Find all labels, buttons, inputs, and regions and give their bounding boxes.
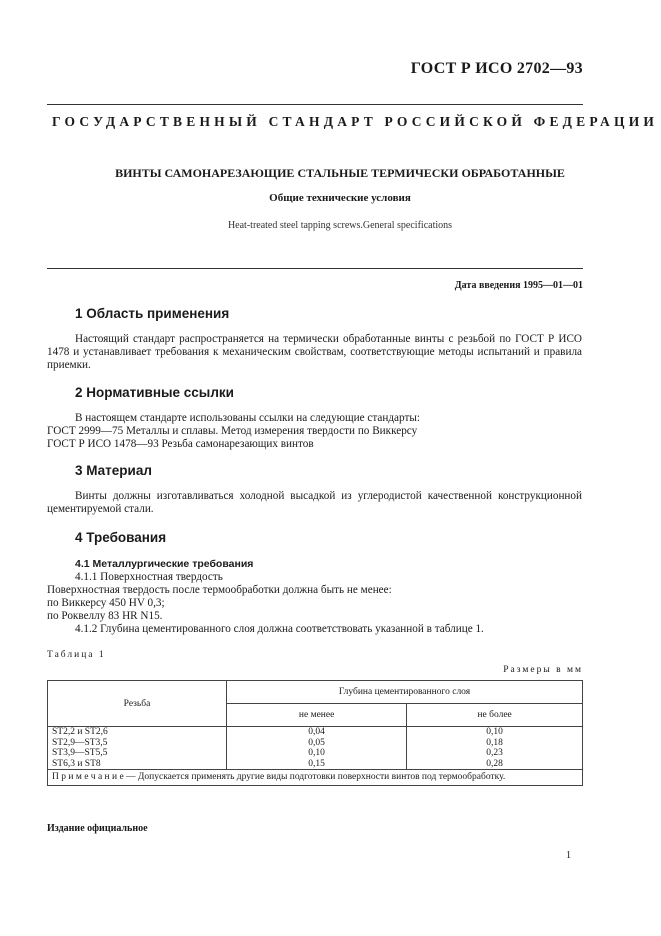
min-value: 0,10 [308, 748, 325, 758]
section-1-heading: 1 Область применения [75, 306, 230, 321]
thread-value: ST3,9—ST5,5 [52, 748, 108, 758]
max-value: 0,10 [486, 727, 503, 737]
section-2-line: В настоящем стандарте использованы ссылки на следующие стандарты: [75, 412, 420, 424]
state-standard-title: ГОСУДАРСТВЕННЫЙ СТАНДАРТ РОССИЙСКОЙ ФЕДЕРАЦИИ [52, 114, 659, 129]
section-3-heading-wrap [75, 463, 152, 478]
section-3-heading: 3 Материал [75, 463, 152, 478]
english-title: Heat-treated steel tapping screws.General specifications [227, 220, 453, 231]
section-1-heading-wrap [75, 306, 229, 321]
section-4-heading-wrap [75, 530, 166, 545]
min-cell [227, 727, 407, 770]
section-2-heading: 2 Нормативные ссылки [75, 385, 234, 400]
thread-value: ST2,9—ST3,5 [52, 737, 108, 748]
section-4-line: 4.1.2 Глубина цементированного слоя должна соответствовать указанной в таблице 1. [75, 623, 484, 635]
page-number: 1 [566, 850, 571, 861]
min-value: 0,04 [308, 727, 325, 737]
header-depth: Глубина цементированного слоя [227, 681, 583, 704]
section-4-line: по Роквеллу 83 HR N15. [47, 610, 163, 622]
carburized-layer-table [47, 680, 583, 786]
header-thread: Резьба [48, 681, 227, 727]
page-title: ВИНТЫ САМОНАРЕЗАЮЩИЕ СТАЛЬНЫЕ ТЕРМИЧЕСКИ ОБРАБОТАННЫЕ [115, 166, 565, 180]
table-label: Таблица 1 [47, 650, 106, 660]
page-subtitle: Общие технические условия [269, 192, 411, 204]
edition-label: Издание официальное [47, 823, 148, 834]
thread-value: ST2,2 и ST2,6 [52, 727, 108, 737]
max-value: 0,23 [486, 748, 503, 758]
subsection-4-1-heading: 4.1 Металлургические требования [75, 558, 254, 570]
max-value: 0,28 [486, 758, 503, 769]
min-value: 0,15 [308, 758, 325, 769]
section-4-line: по Виккерсу 450 HV 0,3; [47, 597, 165, 609]
section-2-line: ГОСТ Р ИСО 1478—93 Резьба самонарезающих винтов [47, 438, 314, 450]
table-row [48, 727, 583, 770]
section-3-text: Винты должны изготавливаться холодной высадкой из углеродистой качественной конструкционной цементируемой стали. [47, 490, 582, 515]
min-value: 0,05 [308, 737, 325, 748]
header-divider [47, 268, 583, 269]
header-min: не менее [227, 704, 407, 727]
document-code: ГОСТ Р ИСО 2702—93 [410, 60, 583, 77]
section-2-line: ГОСТ 2999—75 Металлы и сплавы. Метод измерения твердости по Виккерсу [47, 425, 418, 437]
table-note: П р и м е ч а н и е — Допускается применять другие виды подготовки поверхности винтов под термообработку. [48, 770, 583, 786]
introduction-date: Дата введения 1995—01—01 [454, 280, 583, 291]
table-units-label: Размеры в мм [503, 665, 583, 675]
table-note-row [48, 770, 583, 786]
section-4-line: Поверхностная твердость после термообработки должна быть не менее: [47, 584, 392, 596]
max-value: 0,18 [486, 737, 503, 748]
max-cell [407, 727, 583, 770]
section-2-heading-wrap [75, 385, 234, 400]
thread-value: ST6,3 и ST8 [52, 758, 101, 769]
thread-cell [48, 727, 227, 770]
section-4-line: 4.1.1 Поверхностная твердость [75, 571, 223, 583]
header-max: не более [407, 704, 583, 727]
section-4-heading: 4 Требования [75, 530, 167, 545]
top-divider [47, 104, 583, 105]
section-1-text: Настоящий стандарт распространяется на термически обработанные винты с резьбой по ГОСТ Р ИСО 1478 и устанавливает требования к механическим свойствам, соответствующие методы испытаний и правила приемки. [47, 333, 582, 371]
